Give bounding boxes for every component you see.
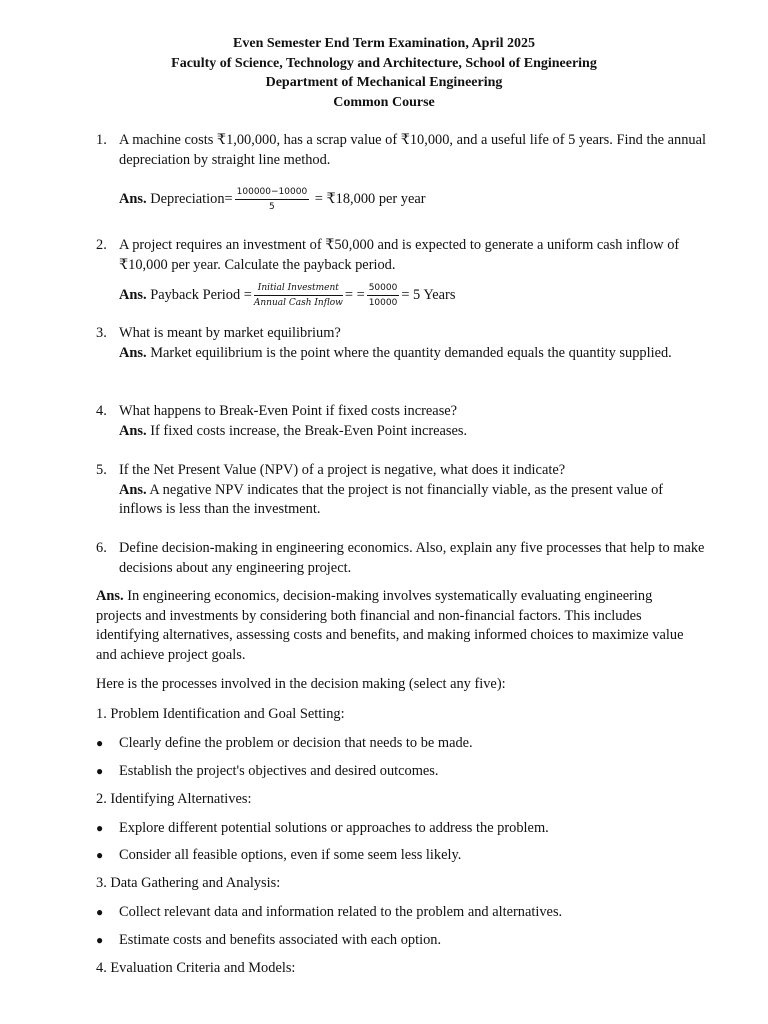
answer-4 <box>119 422 706 442</box>
bullet-text: Consider all feasible options, even if some seem less likely. <box>119 847 462 863</box>
step-title: 1. Problem Identification and Goal Setting: <box>96 706 345 722</box>
department-name: Department of Mechanical Engineering <box>265 75 503 90</box>
answer-3 <box>119 344 706 364</box>
question-2 <box>96 236 706 275</box>
bullet-text: Establish the project's objectives and desired outcomes. <box>119 763 439 779</box>
question-number: 5. <box>96 462 107 478</box>
question-text: What happens to Break-Even Point if fixed costs increase? <box>119 403 458 419</box>
bullet-icon: ● <box>96 736 104 750</box>
fraction-numerator: Initial Investment <box>254 282 343 296</box>
question-3 <box>96 324 706 363</box>
step-title: 3. Data Gathering and Analysis: <box>96 875 281 891</box>
fraction-denominator: Annual Cash Inflow <box>253 298 343 308</box>
answer-label: Ans. <box>119 286 147 303</box>
answer-text: A negative NPV indicates that the project is not financially viable, as the present value of inflows is less than the investment. <box>119 481 664 517</box>
question-1 <box>96 131 706 170</box>
question-number: 1. <box>96 132 107 148</box>
answer-label: Ans. <box>119 422 147 439</box>
list-item <box>96 846 696 866</box>
bullet-icon: ● <box>96 933 104 947</box>
answer-1 <box>119 186 426 213</box>
question-4 <box>96 402 706 441</box>
payback-value-fraction <box>367 282 400 309</box>
bullet-icon: ● <box>96 764 104 778</box>
answer-result: = 5 Years <box>401 286 456 303</box>
course-name: Common Course <box>333 94 435 110</box>
list-item <box>96 762 696 782</box>
answer-label: Ans. <box>119 481 147 498</box>
answer-equals: = = <box>344 286 365 303</box>
answer-result: = ₹18,000 per year <box>314 190 426 207</box>
question-text: Define decision-making in engineering economics. Also, explain any five processes that help to make decisions about any engineering project. <box>119 540 705 576</box>
answer-text: If fixed costs increase, the Break-Even Point increases. <box>150 422 468 439</box>
question-5 <box>96 461 706 520</box>
answer-text: In engineering economics, decision-making involves systematically evaluating engineering projects and investments by considering both financial and non-financial factors. This includes identifying alternatives, assessing costs and benefits, and making informed choices to maximize value and achieve project goals. <box>96 588 684 663</box>
list-item <box>96 931 696 951</box>
process-intro: Here is the processes involved in the decision making (select any five): <box>96 676 506 692</box>
step-title: 4. Evaluation Criteria and Models: <box>96 960 296 976</box>
bullet-text: Estimate costs and benefits associated with each option. <box>119 932 442 948</box>
bullet-text: Collect relevant data and information related to the problem and alternatives. <box>119 904 563 920</box>
question-text: What is meant by market equilibrium? <box>119 325 341 341</box>
bullet-icon: ● <box>96 821 104 835</box>
question-number: 2. <box>96 237 107 253</box>
answer-2 <box>119 282 455 309</box>
depreciation-fraction <box>235 186 310 213</box>
answer-text: Market equilibrium is the point where the quantity demanded equals the quantity supplied. <box>150 344 672 361</box>
exam-title: Even Semester End Term Examination, April 2025 <box>233 36 535 51</box>
answer-label: Ans. <box>119 344 147 361</box>
list-item <box>96 903 696 923</box>
list-item <box>96 819 696 839</box>
fraction-denominator: 10000 <box>368 298 398 308</box>
bullet-icon: ● <box>96 905 104 919</box>
question-text: If the Net Present Value (NPV) of a project is negative, what does it indicate? <box>119 462 566 478</box>
answer-6 <box>96 587 696 665</box>
question-6 <box>96 539 706 578</box>
answer-label: Ans. <box>96 588 124 604</box>
bullet-text: Clearly define the problem or decision that needs to be made. <box>119 735 473 751</box>
step-title: 2. Identifying Alternatives: <box>96 791 252 807</box>
bullet-text: Explore different potential solutions or approaches to address the problem. <box>119 820 549 836</box>
question-text: A machine costs ₹1,00,000, has a scrap value of ₹10,000, and a useful life of 5 years. Find the annual depreciation by straight line method. <box>119 132 706 168</box>
question-number: 4. <box>96 403 107 419</box>
fraction-numerator: 100000−10000 <box>235 186 310 200</box>
question-text: A project requires an investment of ₹50,000 and is expected to generate a uniform cash inflow of ₹10,000 per year. Calculate the payback period. <box>119 237 680 273</box>
fraction-numerator: 50000 <box>367 282 400 296</box>
faculty-name: Faculty of Science, Technology and Architecture, School of Engineering <box>171 55 597 71</box>
question-number: 3. <box>96 325 107 341</box>
bullet-icon: ● <box>96 848 104 862</box>
fraction-denominator: 5 <box>269 202 275 212</box>
answer-label: Ans. <box>119 190 147 207</box>
payback-formula-fraction <box>254 282 343 309</box>
exam-header <box>0 34 768 112</box>
list-item <box>96 734 696 754</box>
answer-5 <box>119 481 706 520</box>
question-number: 6. <box>96 540 107 556</box>
answer-prefix: Depreciation= <box>150 190 233 207</box>
answer-prefix: Payback Period = <box>150 286 252 303</box>
